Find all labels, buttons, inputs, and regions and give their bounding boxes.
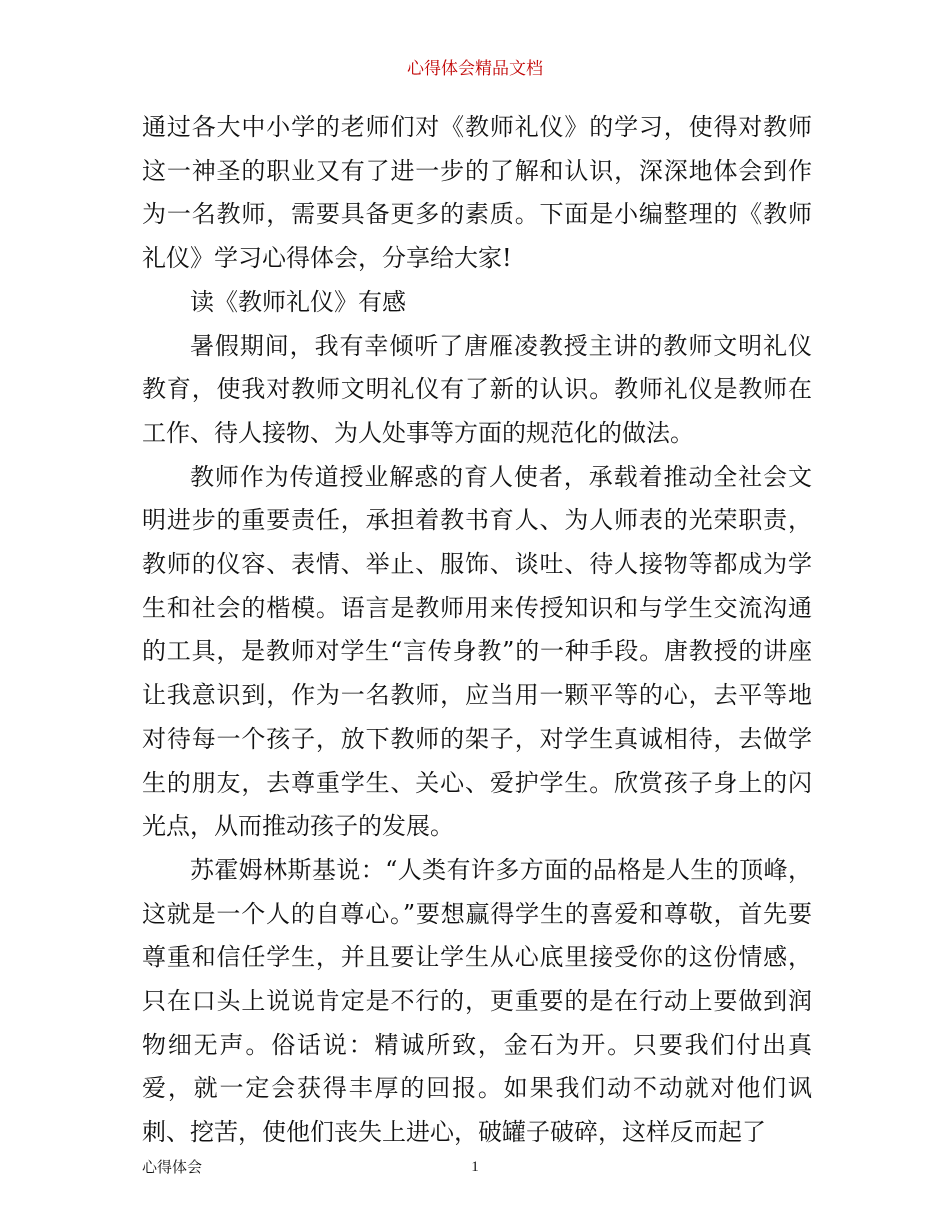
footer-label: 心得体会 [142,1158,203,1176]
section-heading: 读《教师礼仪》有感 [190,287,406,316]
intro-paragraph: 通过各大中小学的老师们对《教师礼仪》的学习，使得对教师这一神圣的职业又有了进一步的了解和认识，深深地体会到作为一名教师，需要具备更多的素质。下面是小编整理的《教师礼仪》学习心得体会，分享给大家! [142,113,812,273]
page-number: 1 [471,1159,479,1175]
body-paragraph: 暑假期间，我有幸倾听了唐雁凌教授主讲的教师文明礼仪教育，使我对教师文明礼仪有了新的认识。教师礼仪是教师在工作、待人接物、为人处事等方面的规范化的做法。 [142,331,812,447]
document-body [142,106,812,1155]
page-header-title: 心得体会精品文档 [407,59,543,79]
body-paragraph: 苏霍姆林斯基说：“人类有许多方面的品格是人生的顶峰，这就是一个人的自尊心。”要想赢得学生的喜爱和尊敬，首先要尊重和信任学生，并且要让学生从心底里接受你的这份情感，只在口头上说说肯定是不行的，更重要的是在行动上要做到润物细无声。俗话说：精诚所致，金石为开。只要我们付出真爱，就一定会获得丰厚的回报。如果我们动不动就对他们讽刺、挖苦，使他们丧失上进心，破罐子破碎，这样反而起了 [142,855,812,1147]
body-paragraph: 教师作为传道授业解惑的育人使者，承载着推动全社会文明进步的重要责任，承担着教书育人、为人师表的光荣职责，教师的仪容、表情、举止、服饰、谈吐、待人接物等都成为学生和社会的楷模。语言是教师用来传授知识和与学生交流沟通的工具，是教师对学生“言传身教”的一种手段。唐教授的讲座让我意识到，作为一名教师，应当用一颗平等的心，去平等地对待每一个孩子，放下教师的架子，对学生真诚相待，去做学生的朋友，去尊重学生、关心、爱护学生。欣赏孩子身上的闪光点，从而推动孩子的发展。 [142,462,812,841]
